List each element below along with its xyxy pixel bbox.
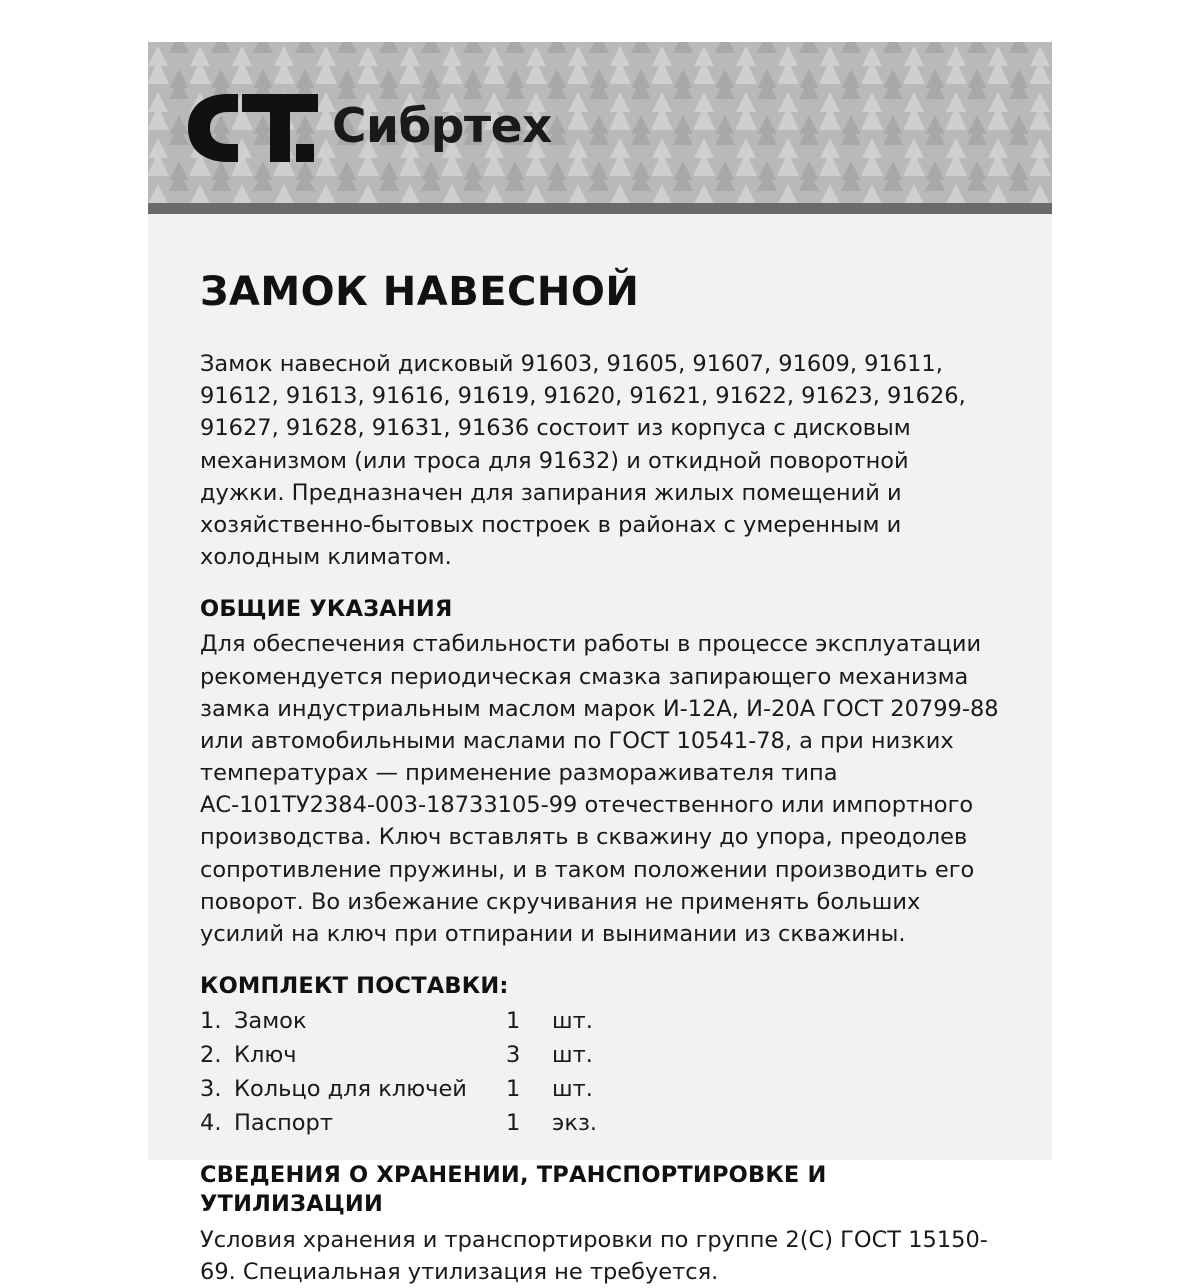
section-text-storage: Условия хранения и транспортировки по группе 2(С) ГОСТ 15150-69. Специальная утилизация не требуется. [200, 1226, 988, 1285]
table-row [200, 1005, 597, 1039]
page-title: ЗАМОК НАВЕСНОЙ [200, 269, 640, 315]
kit-item-number: 2. [200, 1042, 222, 1069]
kit-item-qty: 1 [506, 1076, 521, 1103]
kit-item-unit: экз. [552, 1110, 598, 1137]
section-heading-kit: КОМПЛЕКТ ПОСТАВКИ: [200, 973, 509, 1000]
kit-item-name: Ключ [234, 1042, 297, 1069]
table-row [200, 1039, 597, 1073]
table-row [200, 1073, 597, 1107]
kit-item-qty: 3 [506, 1042, 521, 1069]
kit-item-unit: шт. [552, 1076, 593, 1103]
brand-header [148, 42, 1052, 214]
kit-item-qty: 1 [506, 1008, 521, 1035]
intro-paragraph: Замок навесной дисковый 91603, 91605, 91607, 91609, 91611, 91612, 91613, 91616, 91619, 91620, 91621, 91622, 91623, 91626, 91627, 91628, 91631, 91636 состоит из корпуса с дисковым механизмом (или троса для 91632) и откидной поворотной дужки. Предназначен для запирания жилых помещений и хозяйственно-бытовых построек в районах с умеренным и холодным климатом. [200, 351, 966, 571]
kit-item-name: Кольцо для ключей [234, 1076, 467, 1103]
table-row [200, 1107, 597, 1141]
kit-item-name: Замок [234, 1008, 307, 1035]
kit-item-name: Паспорт [234, 1110, 333, 1137]
kit-item-unit: шт. [552, 1008, 593, 1035]
brand-logo [186, 94, 552, 162]
kit-contents-table [200, 1005, 597, 1141]
brand-name: Сибртех [332, 98, 552, 154]
kit-item-number: 4. [200, 1110, 222, 1137]
kit-item-unit: шт. [552, 1042, 593, 1069]
kit-item-qty: 1 [506, 1110, 521, 1137]
kit-item-number: 3. [200, 1076, 222, 1103]
section-text-general: Для обеспечения стабильности работы в процессе эксплуатации рекомендуется периодическая смазка запирающего механизма замка индустриальным маслом марок И-12А, И-20А ГОСТ 20799-88 или автомобильными маслами по ГОСТ 10541-78, а при низких температурах — применение размораживателя типа АС-101ТУ2384-003-18733105-99 отечественного или импортного производства. Ключ вставлять в скважину до упора, преодолев сопротивление пружины, и в таком положении производить его поворот. Во избежание скручивания не применять больших усилий на ключ при отпирании и вынимании из скважины. [200, 631, 999, 947]
product-passport-sheet [148, 42, 1052, 1285]
header-divider [148, 203, 1052, 214]
section-heading-general: ОБЩИЕ УКАЗАНИЯ [200, 596, 453, 623]
kit-item-number: 1. [200, 1008, 222, 1035]
section-heading-storage: СВЕДЕНИЯ О ХРАНЕНИИ, ТРАНСПОРТИРОВКЕ И УТИЛИЗАЦИИ [200, 1162, 827, 1218]
sibrtech-ct-logo-icon [186, 94, 318, 162]
document-content [148, 214, 1052, 1288]
